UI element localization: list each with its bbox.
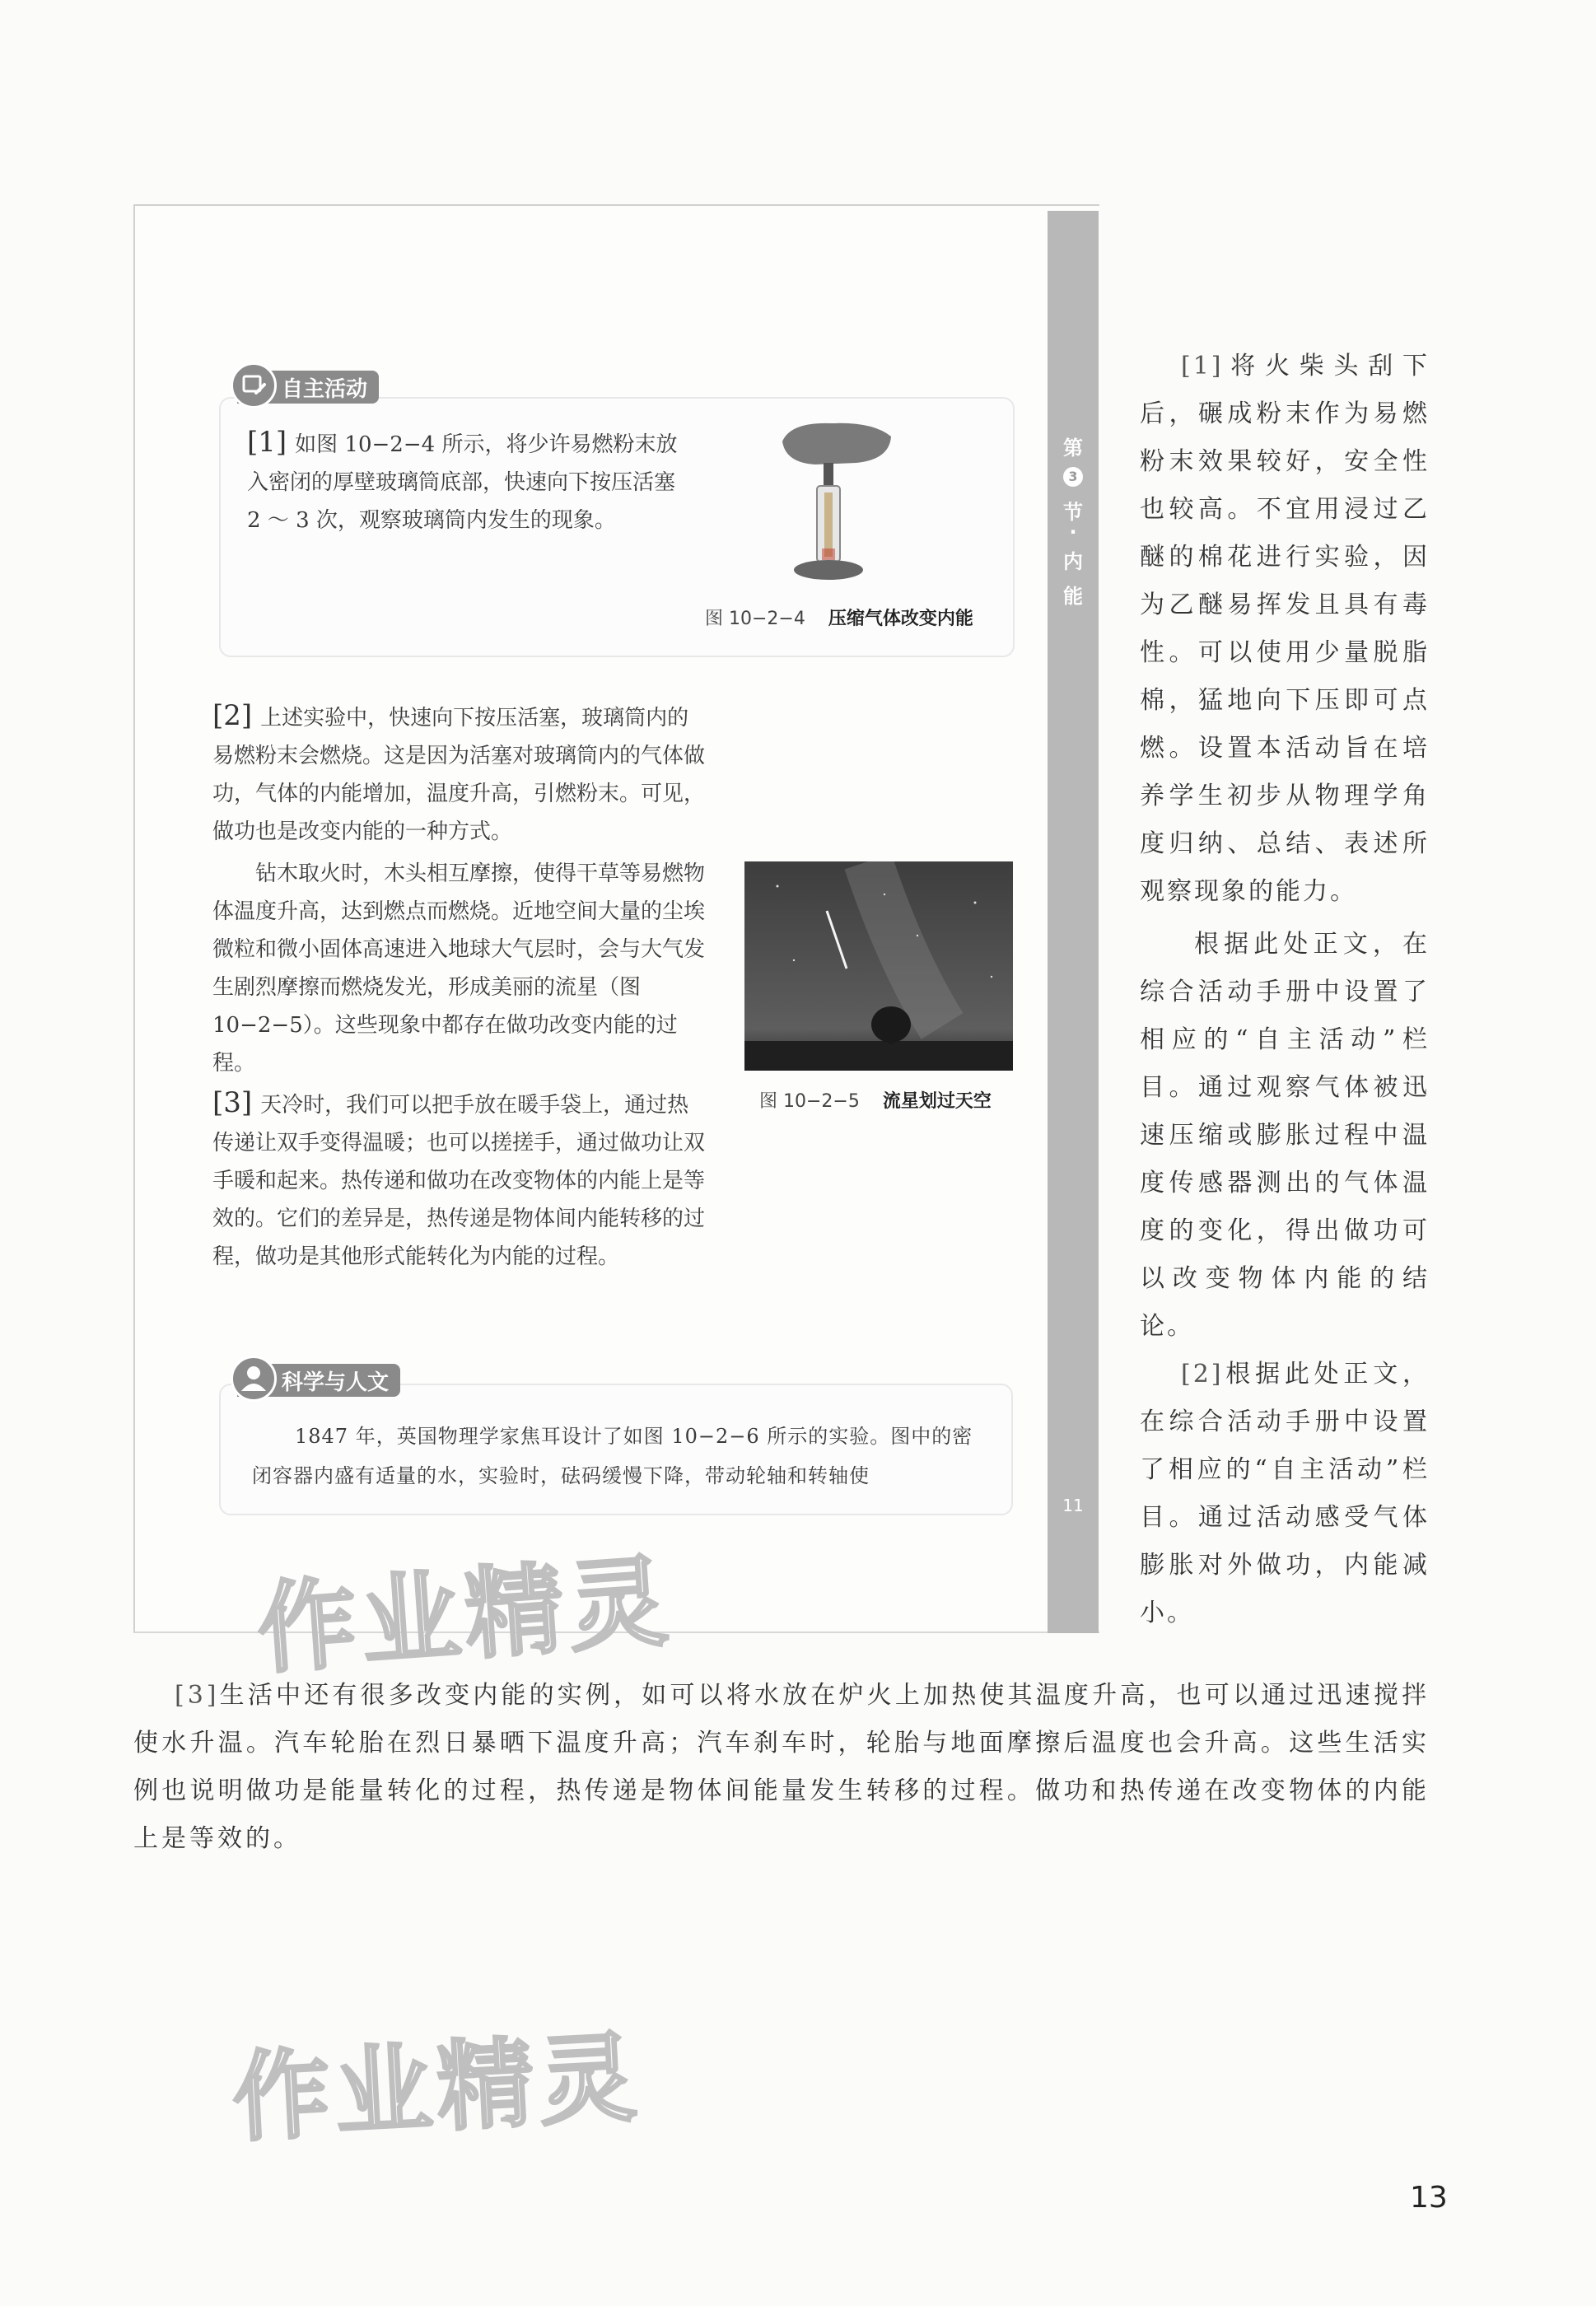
compression-apparatus-image	[766, 417, 898, 593]
watermark: 作业精灵	[254, 1544, 676, 1688]
annotation-1: [1]将火柴头刮下后，碾成粉末作为易燃粉末效果较好，安全性也较高。不宜用浸过乙醚的棉花进行实验，因为乙醚易挥发且具有毒性。可以使用少量脱脂棉，猛地向下压即可点燃。设置本活动旨在培养学生初步从物理学角度归纳、总结、表述所观察现象的能力。	[1140, 352, 1430, 906]
note-marker: [2]	[212, 699, 253, 732]
watermark: 作业精灵	[230, 2020, 644, 2155]
book-page-number: 11	[1062, 1496, 1084, 1515]
meteor-night-sky-image	[744, 861, 1013, 1071]
annotation-marker: [3]	[175, 1681, 220, 1710]
activity-icon	[231, 362, 277, 408]
section-number-badge: 3	[1063, 467, 1083, 487]
person-icon	[231, 1356, 277, 1402]
science-tag	[237, 1364, 400, 1397]
note-marker: [3]	[212, 1086, 253, 1119]
strip-char: ·	[1069, 520, 1077, 544]
activity-figure-caption: 图 10−2−4 压缩气体改变内能	[705, 609, 973, 629]
strip-char: 第	[1063, 436, 1083, 460]
science-tag-label: 科学与人文	[282, 1370, 390, 1395]
strip-char: 节	[1063, 501, 1083, 524]
meteor-figure-caption: 图 10−2−5 流星划过天空	[759, 1091, 992, 1112]
activity-text: [1] 如图 10−2−4 所示，将少许易燃粉末放入密闭的厚壁玻璃筒底部，快速向下按压活塞 2 ～ 3 次，观察玻璃筒内发生的现象。	[247, 426, 678, 533]
annotation-1b: 根据此处正文，在综合活动手册中设置了相应的“自主活动”栏目。通过观察气体被迅速压缩或膨胀过程中温度传感器测出的气体温度的变化，得出做功可以改变物体内能的结论。	[1140, 930, 1430, 1341]
annotation-marker: [2]	[1181, 1360, 1224, 1389]
strip-char: 能	[1063, 585, 1083, 608]
note-marker: [1]	[247, 426, 287, 459]
page-number: 13	[1410, 2181, 1448, 2215]
body-paragraph-1: [2] 上述实验中，快速向下按压活塞，玻璃筒内的易燃粉末会燃烧。这是因为活塞对玻璃筒内的气体做功，气体的内能增加，温度升高，引燃粉末。可见，做功也是改变内能的一种方式。	[212, 699, 706, 844]
activity-tag-label: 自主活动	[282, 376, 368, 402]
chapter-side-strip	[1048, 211, 1099, 1633]
body-paragraph-2: 钻木取火时，木头相互摩擦，使得干草等易燃物体温度升高，达到燃点而燃烧。近地空间大量的尘埃微粒和微小固体高速进入地球大气层时，会与大气发生剧烈摩擦而燃烧发光，形成美丽的流星（图 10−2−5）。这些现象中都存在做功改变内能的过程。	[212, 861, 706, 1076]
annotation-2: [2]根据此处正文，在综合活动手册中设置了相应的“自主活动”栏目。通过活动感受气体膨胀对外做功，内能减小。	[1140, 1360, 1430, 1627]
body-paragraph-3: [3] 天冷时，我们可以把手放在暖手袋上，通过热传递让双手变得温暖；也可以搓搓手，通过做功让双手暖和起来。热传递和做功在改变物体的内能上是等效的。它们的差异是，热传递是物体间内能转移的过程，做功是其他形式能转化为内能的过程。	[212, 1086, 706, 1269]
strip-char: 内	[1063, 550, 1083, 573]
annotation-3: [3]生活中还有很多改变内能的实例，如可以将水放在炉火上加热使其温度升高，也可以通过迅速搅拌使水升温。汽车轮胎在烈日暴晒下温度升高；汽车刹车时，轮胎与地面摩擦后温度也会升高。这些生活实例也说明做功是能量转化的过程，热传递是物体间能量发生转移的过程。做功和热传递在改变物体的内能上是等效的。	[133, 1681, 1430, 1853]
annotation-marker: [1]	[1181, 352, 1224, 380]
science-text: 1847 年，英国物理学家焦耳设计了如图 10−2−6 所示的实验。图中的密闭容器内盛有适量的水，实验时，砝码缓慢下降，带动轮轴和转轴使	[252, 1425, 973, 1487]
activity-tag	[237, 371, 379, 404]
